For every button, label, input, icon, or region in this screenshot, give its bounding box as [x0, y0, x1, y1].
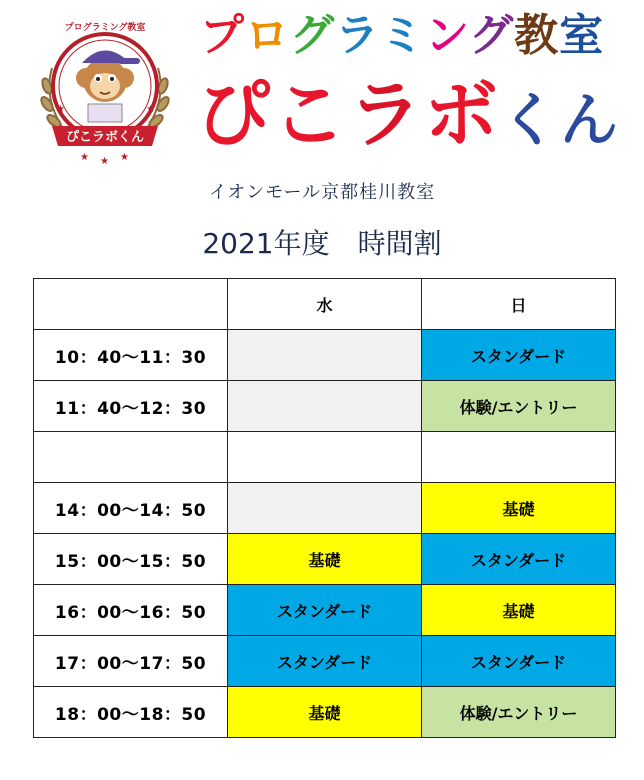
brand-part-ra: ラ [348, 72, 424, 158]
brand-char: グ [469, 10, 515, 61]
brand-char: 教 [514, 10, 560, 61]
brand-char: 室 [559, 10, 605, 61]
brand-title-line2 [196, 72, 621, 158]
wednesday-class: 基礎 [228, 534, 422, 585]
svg-text:★: ★ [56, 104, 65, 115]
table-row [34, 534, 616, 585]
svg-text:★: ★ [146, 104, 155, 115]
timetable-title: 2021年度 時間割 [202, 227, 442, 260]
wednesday-class [228, 381, 422, 432]
svg-text:★: ★ [120, 152, 129, 163]
time-slot: 15：00～15：50 [34, 534, 228, 585]
header-sunday: 日 [422, 279, 616, 330]
timetable [33, 278, 616, 738]
wednesday-class [228, 483, 422, 534]
brand-title-line1 [200, 10, 605, 61]
time-slot: 17：00～17：50 [34, 636, 228, 687]
sunday-class: スタンダード [422, 636, 616, 687]
sunday-class: 体験/エントリー [422, 687, 616, 738]
header-wednesday: 水 [228, 279, 422, 330]
brand-part-kun: くん [500, 86, 621, 154]
brand-char: ン [425, 10, 470, 61]
brand-part-piko: ぴこ [196, 72, 348, 158]
table-row [34, 432, 616, 483]
table-row [34, 381, 616, 432]
mascot-logo [30, 8, 180, 168]
sunday-class: 基礎 [422, 585, 616, 636]
time-slot: 14：00～14：50 [34, 483, 228, 534]
wednesday-class: 基礎 [228, 687, 422, 738]
svg-text:★: ★ [100, 156, 109, 167]
svg-text:★: ★ [80, 152, 89, 163]
brand-char: ミ [380, 10, 425, 61]
sunday-class [422, 432, 616, 483]
wednesday-class: スタンダード [228, 636, 422, 687]
sunday-class: スタンダード [422, 534, 616, 585]
brand-char: ロ [245, 10, 290, 61]
sunday-class: 体験/エントリー [422, 381, 616, 432]
logo-ribbon-text: ぴこラボくん [65, 130, 145, 145]
time-slot: 11：40～12：30 [34, 381, 228, 432]
table-row [34, 585, 616, 636]
timetable-header-row [34, 279, 616, 330]
time-slot: 16：00～16：50 [34, 585, 228, 636]
table-row [34, 483, 616, 534]
wednesday-class [228, 432, 422, 483]
header-time [34, 279, 228, 330]
sunday-class: スタンダード [422, 330, 616, 381]
brand-char: グ [290, 10, 335, 61]
wednesday-class [228, 330, 422, 381]
table-row [34, 687, 616, 738]
brand-char: ラ [335, 10, 380, 61]
brand-part-bo: ボ [424, 72, 500, 158]
table-row [34, 330, 616, 381]
time-slot: 18：00～18：50 [34, 687, 228, 738]
time-slot: 10：40～11：30 [34, 330, 228, 381]
time-slot [34, 432, 228, 483]
logo-arc-text: プログラミング教室 [64, 23, 146, 33]
wednesday-class: スタンダード [228, 585, 422, 636]
brand-char: プ [200, 10, 245, 61]
sunday-class: 基礎 [422, 483, 616, 534]
school-name: イオンモール京都桂川教室 [208, 182, 436, 203]
table-row [34, 636, 616, 687]
